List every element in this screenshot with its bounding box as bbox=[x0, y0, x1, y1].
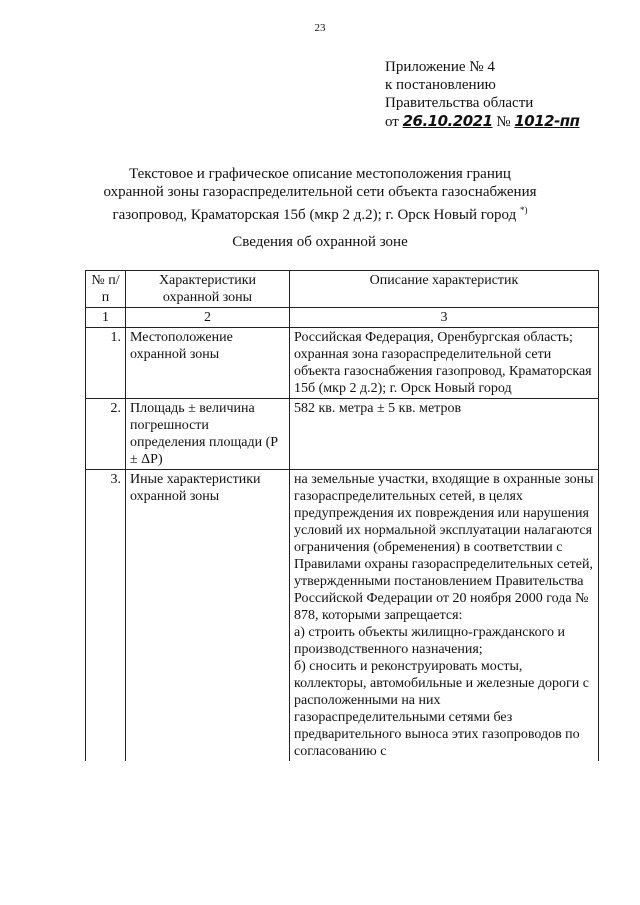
title-line-3 bbox=[80, 201, 560, 224]
row-characteristic: Иные характеристики охранной зоны bbox=[126, 470, 290, 762]
row-description-item-a: а) строить объекты жилищно-гражданского и производственного назначения; bbox=[294, 625, 565, 657]
row-description-item-b: б) сносить и реконструировать мосты, коллекторы, автомобильные и железные дороги с расположенными на них газораспределительными сетями без предварительного выноса этих газопроводов по согласованию с bbox=[294, 659, 589, 759]
appendix-block bbox=[385, 58, 580, 131]
appendix-date-line bbox=[385, 112, 580, 131]
section-subtitle: Сведения об охранной зоне bbox=[232, 234, 408, 250]
date-value: 26.10.2021 bbox=[402, 112, 493, 130]
row-number: 1. bbox=[86, 328, 126, 399]
col-number-1: 1 bbox=[86, 308, 126, 328]
appendix-line-1: Приложение № 4 bbox=[385, 59, 495, 75]
title-line-3-text: газопровод, Краматорская 15б (мкр 2 д.2); г. Орск Новый город bbox=[112, 207, 517, 223]
col-number-3: 3 bbox=[290, 308, 599, 328]
date-prefix: от bbox=[385, 114, 399, 130]
row-characteristic: Местоположение охранной зоны bbox=[126, 328, 290, 399]
row-description: 582 кв. метра ± 5 кв. метров bbox=[290, 399, 599, 470]
title-line-2: охранной зоны газораспределительной сети объекта газоснабжения bbox=[103, 184, 537, 200]
row-description bbox=[290, 470, 599, 762]
number-value: 1012-пп bbox=[514, 112, 580, 130]
row-characteristic: Площадь ± величина погрешности определения площади (P ± ΔP) bbox=[126, 399, 290, 470]
appendix-line-2: к постановлению bbox=[385, 77, 496, 93]
title-line-1: Текстовое и графическое описание местоположения границ bbox=[129, 166, 511, 182]
table-header-row bbox=[86, 271, 599, 308]
title-footnote-mark: *) bbox=[520, 205, 528, 215]
page-number: 23 bbox=[314, 22, 326, 34]
zone-info-table bbox=[85, 270, 599, 761]
table-row bbox=[86, 399, 599, 470]
row-description: Российская Федерация, Оренбургская область; охранная зона газораспределительной сети объекта газоснабжения газопровод, Краматорская 15б (мкр 2 д.2); г. Орск Новый город bbox=[290, 328, 599, 399]
header-number: № п/п bbox=[86, 271, 126, 308]
document-title bbox=[80, 165, 560, 224]
row-number: 3. bbox=[86, 470, 126, 762]
row-number: 2. bbox=[86, 399, 126, 470]
row-description-main: на земельные участки, входящие в охранные зоны газораспределительных сетей, в целях предупреждения их повреждения или нарушения условий их нормальной эксплуатации налагаются ограничения (обременения) в соответствии с Правилами охраны газораспределительных сетей, утвержденными постановлением Правительства Российской Федерации от 20 ноября 2000 года № 878, которыми запрещается: bbox=[294, 472, 594, 623]
appendix-line-3: Правительства области bbox=[385, 95, 534, 111]
table-row bbox=[86, 328, 599, 399]
col-number-2: 2 bbox=[126, 308, 290, 328]
number-prefix: № bbox=[496, 114, 511, 130]
table-row bbox=[86, 470, 599, 762]
header-characteristic: Характеристики охранной зоны bbox=[126, 271, 290, 308]
header-description: Описание характеристик bbox=[290, 271, 599, 308]
table-column-numbers-row bbox=[86, 308, 599, 328]
